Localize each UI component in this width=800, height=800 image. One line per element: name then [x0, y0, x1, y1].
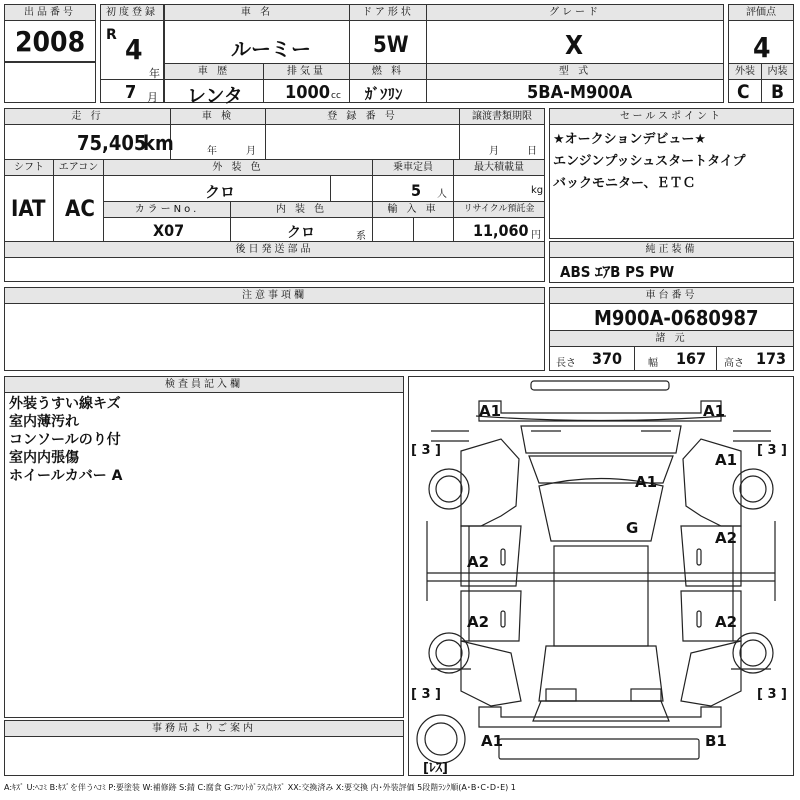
tire-tread-front-left: [ 3 ] — [411, 443, 441, 458]
fuel: ｶﾞｿﾘﾝ — [365, 85, 403, 103]
capacity: 5 — [411, 181, 422, 200]
inspection-label: 車 検 — [171, 109, 265, 125]
model: 5BA-M900A — [527, 82, 633, 103]
load-unit: kg — [531, 185, 544, 196]
width: 167 — [676, 349, 707, 368]
displacement: 1000 — [285, 82, 331, 103]
inspection-month-unit: 月 — [246, 146, 256, 157]
car-name: ルーミー — [231, 37, 311, 61]
later-parts-label: 後日発送部品 — [5, 242, 544, 258]
displacement-label: 排気量 — [264, 64, 349, 80]
damage-mark: G — [626, 519, 639, 537]
inspector-notes — [9, 395, 122, 485]
inspector-line: 室内内張傷 — [9, 450, 79, 466]
load-label: 最大積載量 — [454, 160, 544, 176]
car-outline — [409, 377, 793, 775]
ac-label: エアコン — [54, 160, 103, 176]
air-conditioner: AC — [65, 197, 95, 222]
damage-mark: A2 — [467, 553, 490, 571]
exterior-color-label: 外 装 色 — [104, 160, 372, 176]
history-label: 車 歴 — [165, 64, 263, 80]
interior-color-unit: 系 — [356, 231, 366, 242]
inspection-year-unit: 年 — [207, 146, 217, 157]
lot-number: 2008 — [15, 25, 86, 58]
office-box — [4, 720, 404, 776]
sales-line: ★オークションデビュー★ — [553, 132, 707, 147]
inspector-line: コンソールのり付 — [9, 432, 121, 448]
exterior-grade: C — [737, 81, 750, 103]
color-number-label: カラーNo. — [104, 202, 230, 218]
exterior-label: 外装 — [729, 64, 761, 80]
sales-point-text — [553, 129, 793, 195]
fuel-label: 燃 料 — [350, 64, 426, 80]
exterior-color: クロ — [205, 183, 236, 201]
height-label: 高さ — [724, 358, 744, 369]
damage-mark: A2 — [715, 613, 738, 631]
sales-line: エンジンプッシュスタートタイプ — [553, 154, 746, 169]
registration-label: 登 録 番 号 — [266, 109, 459, 125]
inspector-label: 検査員記入欄 — [5, 377, 403, 393]
office-label: 事務局よりご案内 — [5, 721, 403, 737]
car-info-box — [164, 4, 724, 107]
transfer-month-unit: 月 — [489, 146, 499, 157]
interior-grade: B — [771, 81, 785, 103]
grade: X — [565, 31, 584, 61]
door-label: ドア形状 — [350, 5, 426, 21]
lot-spacer — [4, 62, 96, 103]
damage-mark: A1 — [481, 732, 504, 750]
equipment-label: 純正装備 — [550, 242, 793, 258]
sales-point-label: セールスポイント — [550, 109, 793, 125]
equipment-value: ABS ｴｱB PS PW — [560, 263, 675, 281]
damage-mark: A1 — [479, 402, 502, 420]
recycle-unit: 円 — [531, 230, 541, 241]
lot-number-label: 出品番号 — [5, 5, 95, 21]
damage-diagram — [408, 376, 794, 776]
era: R — [106, 27, 117, 43]
inspector-line: ホイールカバー A — [9, 468, 123, 484]
lot-number-box — [4, 4, 96, 62]
sales-point-box — [549, 108, 794, 239]
length: 370 — [592, 349, 623, 368]
shift: IAT — [11, 197, 46, 222]
first-registration-box — [100, 4, 164, 103]
interior-color: クロ — [287, 225, 315, 241]
shift-label: シフト — [5, 160, 53, 176]
damage-mark: A1 — [635, 473, 658, 491]
damage-mark: A1 — [715, 451, 738, 469]
vehicle-details-box — [4, 108, 545, 282]
car-name-label: 車 名 — [165, 5, 349, 21]
history: レンタ — [187, 85, 243, 107]
tire-tread-front-right: [ 3 ] — [757, 443, 787, 458]
sales-line: バックモニター、ＥＴＣ — [553, 176, 696, 191]
interior-label: 内装 — [762, 64, 793, 80]
color-number: X07 — [153, 221, 185, 240]
notes-box — [4, 287, 545, 371]
notes-label: 注意事項欄 — [5, 288, 544, 304]
year-unit: 年 — [149, 67, 160, 80]
spare-tire-label: [ﾚｽ] — [423, 761, 448, 775]
damage-mark: A2 — [715, 529, 738, 547]
reg-month: 7 — [125, 82, 137, 103]
mileage-unit: km — [143, 131, 174, 155]
length-label: 長さ — [556, 358, 576, 369]
damage-mark: B1 — [705, 732, 727, 750]
capacity-label: 乗車定員 — [373, 160, 453, 176]
inspector-line: 外装うすい線キズ — [9, 396, 121, 412]
height: 173 — [756, 349, 787, 368]
score: 4 — [753, 31, 771, 64]
equipment-box — [549, 241, 794, 283]
transfer-label: 譲渡書類期限 — [460, 109, 544, 125]
chassis-box — [549, 287, 794, 371]
damage-mark: A2 — [467, 613, 490, 631]
transfer-day-unit: 日 — [527, 146, 537, 157]
door-type: 5W — [373, 33, 409, 58]
interior-color-label: 内 装 色 — [231, 202, 372, 218]
displacement-unit: cc — [331, 91, 341, 101]
capacity-unit: 人 — [437, 189, 447, 200]
score-label: 評価点 — [729, 5, 793, 21]
dims-label: 諸 元 — [550, 330, 793, 347]
month-unit: 月 — [147, 91, 158, 104]
reg-year: 4 — [125, 33, 143, 66]
recycle-deposit: 11,060 — [473, 221, 529, 240]
chassis-label: 車台番号 — [550, 288, 793, 304]
tire-tread-rear-right: [ 3 ] — [757, 687, 787, 702]
mileage: 75,405 — [77, 131, 147, 155]
recycle-label: リサイクル預託金 — [454, 202, 544, 218]
width-label: 幅 — [648, 358, 658, 369]
inspector-line: 室内薄汚れ — [9, 414, 79, 430]
tire-tread-rear-left: [ 3 ] — [411, 687, 441, 702]
chassis-number: M900A-0680987 — [594, 306, 759, 330]
import-label: 輸 入 車 — [373, 202, 453, 218]
first-registration-label: 初度登録 — [101, 5, 163, 21]
score-box — [728, 4, 794, 103]
damage-mark: A1 — [703, 402, 726, 420]
model-label: 型 式 — [427, 64, 723, 80]
grade-label: グレード — [427, 5, 723, 21]
mileage-label: 走 行 — [5, 109, 170, 125]
legend: A:ｷｽﾞ U:ﾍｺﾐ B:ｷｽﾞを伴うﾍｺﾐ P:要塗装 W:補修跡 S:錆 C:腐食 G:ﾌﾛﾝﾄｶﾞﾗｽ点ｷｽﾞ XX:交換済み X:要交換 内･外装評価 5段階ﾗﾝｸ順(A･B･C･D･E) 1 — [4, 783, 516, 792]
inspector-box — [4, 376, 404, 718]
